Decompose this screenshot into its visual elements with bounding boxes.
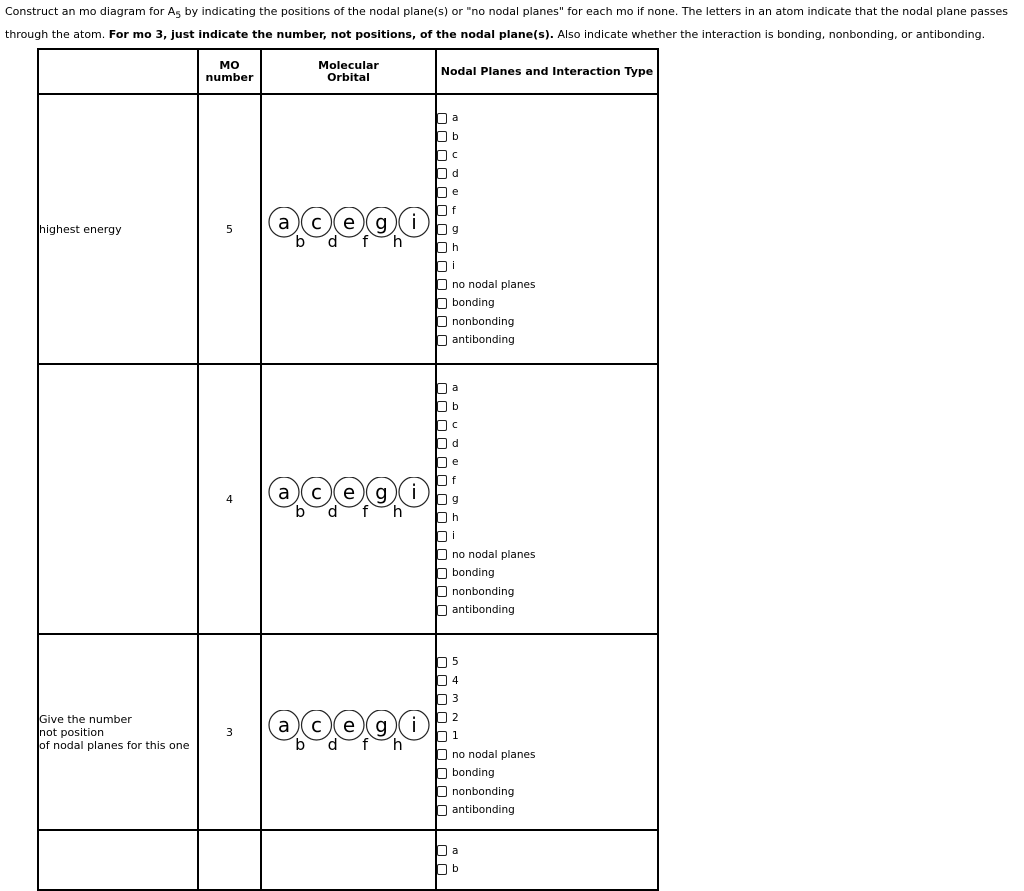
header-row [38,49,658,94]
nodal-options [436,634,658,830]
instructions-text: Construct an mo diagram for A [5,5,176,18]
instructions [5,2,1020,44]
checkbox-option[interactable] [437,671,657,690]
checkbox[interactable] [437,605,447,616]
checkbox-label: bonding [452,567,495,579]
atom-label: f [361,232,368,251]
checkbox-label: d [452,437,459,450]
checkbox-label: e [452,186,459,198]
checkbox[interactable] [437,864,447,875]
checkbox-option[interactable] [437,545,657,564]
checkbox[interactable] [437,420,447,431]
checkbox[interactable] [437,150,447,161]
atom-label: e [342,210,355,234]
checkbox[interactable] [437,242,447,253]
atom-label: h [392,502,403,521]
checkbox-option[interactable] [437,601,657,620]
checkbox-label: no nodal planes [452,278,536,291]
checkbox-option[interactable] [437,127,657,146]
checkbox-option[interactable] [437,379,657,398]
molecular-orbital-diagram [267,477,431,521]
checkbox[interactable] [437,749,447,760]
header-orbital: Molecular Orbital [261,49,436,94]
row-label [38,364,198,634]
molecular-orbital-cell [261,94,436,364]
checkbox[interactable] [437,657,447,668]
atom-label: h [392,232,403,251]
checkbox-label: 4 [452,674,459,687]
checkbox-option[interactable] [437,146,657,165]
checkbox-option[interactable] [437,397,657,416]
checkbox-label: b [452,863,459,876]
checkbox-label: d [452,167,459,180]
checkbox[interactable] [437,845,447,856]
checkbox[interactable] [437,383,447,394]
atom-label: c [310,713,322,737]
mo-number [198,830,261,890]
nodal-options [436,94,658,364]
checkbox-option[interactable] [437,434,657,453]
checkbox-option[interactable] [437,490,657,509]
checkbox[interactable] [437,494,447,505]
atom-label: c [310,480,322,504]
checkbox-label: antibonding [452,604,515,616]
checkbox-option[interactable] [437,416,657,435]
checkbox-option[interactable] [437,690,657,709]
row-label [38,830,198,890]
checkbox[interactable] [437,205,447,216]
checkbox[interactable] [437,675,447,686]
checkbox[interactable] [437,586,447,597]
atom-label: g [374,480,388,504]
checkbox-label: no nodal planes [452,748,536,761]
checkbox[interactable] [437,712,447,723]
header-label [38,49,198,94]
checkbox-label: h [452,511,459,524]
checkbox-option[interactable] [437,294,657,313]
checkbox[interactable] [437,279,447,290]
checkbox[interactable] [437,786,447,797]
checkbox-label: antibonding [452,334,515,346]
checkbox-option[interactable] [437,312,657,331]
checkbox-option[interactable] [437,257,657,276]
checkbox-label: bonding [452,297,495,309]
atom-label: i [410,713,417,737]
checkbox-option[interactable] [437,842,657,861]
instructions-text-2: by indicating the positions of the nodal plane(s) or "no nodal planes" for each mo if none. The letters in an atom indicate that the nodal plane passes through the atom. [5,5,1008,42]
checkbox-label: i [452,260,455,272]
checkbox-label: f [452,204,456,217]
checkbox-option[interactable] [437,764,657,783]
atom-label: a [277,480,290,504]
checkbox[interactable] [437,768,447,779]
checkbox[interactable] [437,316,447,327]
molecular-orbital-cell [261,364,436,634]
instructions-text-3: Also indicate whether the interaction is bonding, nonbonding, or antibonding. [553,28,986,42]
checkbox-label: i [452,530,455,542]
checkbox[interactable] [437,805,447,816]
checkbox-label: h [452,241,459,254]
atom-label: b [294,502,305,521]
atom-label: a [277,713,290,737]
checkbox-label: nonbonding [452,585,515,598]
checkbox-option[interactable] [437,708,657,727]
checkbox-label: g [452,223,459,235]
checkbox-label: nonbonding [452,785,515,798]
checkbox-label: a [452,112,459,124]
checkbox[interactable] [437,113,447,124]
atom-label: a [277,210,290,234]
mo-number: 5 [198,94,261,364]
atom-label: e [342,713,355,737]
checkbox-option[interactable] [437,183,657,202]
checkbox[interactable] [437,298,447,309]
checkbox[interactable] [437,401,447,412]
checkbox-option[interactable] [437,527,657,546]
checkbox-label: a [452,382,459,394]
checkbox-label: 2 [452,711,459,724]
checkbox-label: 3 [452,693,459,705]
checkbox-option[interactable] [437,109,657,128]
checkbox-label: bonding [452,767,495,779]
checkbox[interactable] [437,512,447,523]
mo-number: 3 [198,634,261,830]
checkbox-option[interactable] [437,564,657,583]
checkbox-option[interactable] [437,727,657,746]
checkbox-label: 5 [452,656,459,668]
checkbox-label: f [452,474,456,487]
nodal-options [436,830,658,890]
atom-label: f [361,502,368,521]
checkbox[interactable] [437,475,447,486]
checkbox-option[interactable] [437,653,657,672]
atom-label: i [410,210,417,234]
checkbox-label: c [452,419,458,431]
checkbox[interactable] [437,438,447,449]
checkbox[interactable] [437,568,447,579]
molecular-orbital-diagram [267,207,431,251]
mo-table [37,48,659,891]
molecular-orbital-cell [261,634,436,830]
checkbox-label: g [452,493,459,505]
instructions-subscript: 5 [175,10,182,22]
checkbox[interactable] [437,187,447,198]
checkbox[interactable] [437,694,447,705]
header-nodal: Nodal Planes and Interaction Type [436,49,658,94]
atom-label: b [294,232,305,251]
checkbox-option[interactable] [437,745,657,764]
checkbox[interactable] [437,261,447,272]
atom-label: b [294,735,305,754]
checkbox-label: no nodal planes [452,548,536,561]
table-row [38,830,658,890]
checkbox-option[interactable] [437,331,657,350]
molecular-orbital-cell [261,830,436,890]
checkbox-option[interactable] [437,453,657,472]
checkbox-option[interactable] [437,782,657,801]
atom-label: c [310,210,322,234]
checkbox-label: 1 [452,730,459,742]
checkbox-option[interactable] [437,275,657,294]
instructions-bold: For mo 3, just indicate the number, not positions, of the nodal plane(s). [108,28,554,42]
row-label: Give the number not position of nodal planes for this one [38,634,198,830]
checkbox-option[interactable] [437,220,657,239]
atom-label: g [374,713,388,737]
atom-label: f [361,735,368,754]
atom-label: d [327,735,338,754]
atom-label: h [392,735,403,754]
molecular-orbital-diagram [267,710,431,754]
checkbox-label: b [452,400,459,413]
atom-label: e [342,480,355,504]
checkbox-option[interactable] [437,201,657,220]
checkbox[interactable] [437,131,447,142]
table-row [38,94,658,364]
checkbox[interactable] [437,335,447,346]
header-mo-number: MO number [198,49,261,94]
row-label: highest energy [38,94,198,364]
checkbox-option[interactable] [437,508,657,527]
checkbox[interactable] [437,457,447,468]
table-row [38,364,658,634]
checkbox-label: c [452,149,458,161]
mo-number: 4 [198,364,261,634]
checkbox-label: nonbonding [452,315,515,328]
checkbox-label: antibonding [452,804,515,816]
atom-label: g [374,210,388,234]
checkbox-label: e [452,456,459,468]
atom-label: d [327,502,338,521]
atom-label: d [327,232,338,251]
checkbox-option[interactable] [437,471,657,490]
table-row [38,634,658,830]
checkbox[interactable] [437,549,447,560]
checkbox-option[interactable] [437,164,657,183]
checkbox[interactable] [437,731,447,742]
checkbox-option[interactable] [437,801,657,820]
nodal-options [436,364,658,634]
checkbox[interactable] [437,224,447,235]
checkbox-option[interactable] [437,238,657,257]
checkbox[interactable] [437,168,447,179]
atom-label: i [410,480,417,504]
checkbox-option[interactable] [437,582,657,601]
checkbox[interactable] [437,531,447,542]
checkbox-label: a [452,844,459,857]
checkbox-label: b [452,130,459,143]
